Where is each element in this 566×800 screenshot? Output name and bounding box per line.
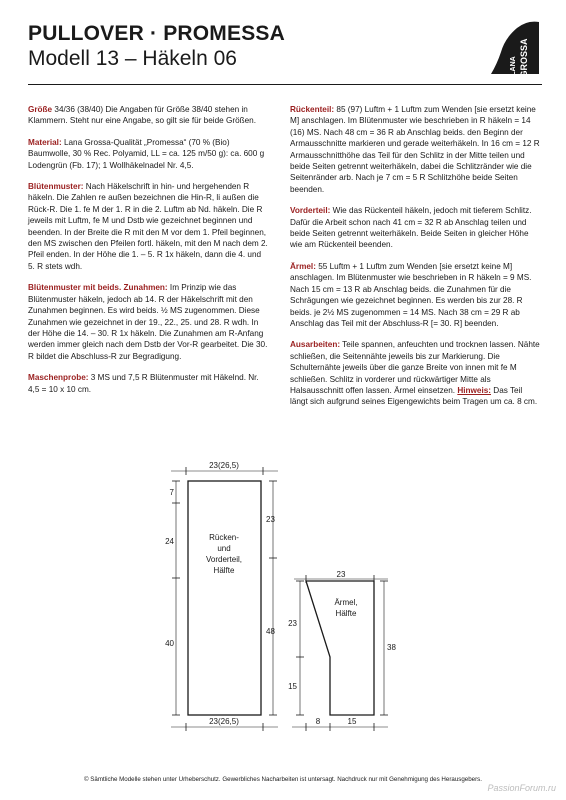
body-right-23: 23: [266, 515, 275, 524]
page-title: PULLOVER · PROMESSA: [28, 22, 285, 45]
sleeve-bottom-8: 8: [315, 717, 321, 726]
copyright-footer: © Sämtliche Modelle stehen unter Urheberschutz. Gewerbliches Nacharbeiten ist untersagt. Nachdruck nur mit Genehmigung des Herausgebers.: [83, 776, 482, 783]
logo-text-bottom: GROSSA: [519, 38, 529, 78]
watermark: PassionForum.ru: [487, 783, 556, 793]
sleeve-label-line-1: Ärmel,: [334, 598, 358, 607]
body-left-7: 7: [169, 488, 174, 497]
left-column: [28, 104, 270, 405]
lana-grossa-logo: [487, 18, 543, 78]
body-label-line-4: Hälfte: [213, 566, 235, 575]
body-label-line-3: Vorderteil,: [205, 555, 243, 564]
section-bluetenmuster-zunahmen: Blütenmuster mit beids. Zunahmen: Im Prinzip wie das Blütenmuster häkeln, jedoch ab 14. R der Häkelschrift mit den Zunahmen beginnen. Es wird beids. ½ MS zugenommen. Diese Zunahmen wie gezeichnet in der 19., 22., 25. und 28. R wdh. In der Höhe die 14. – 30. R 1x häkeln. Die Zunahmen am R-Anfang werden immer gleich nach dem Dstb der Vor-R gearbeitet. Die 30. R bildet die Abschluss-R zur Begradigung.: [28, 283, 268, 361]
sleeve-label-line-2: Hälfte: [335, 609, 357, 618]
logo-text-top: LANA: [510, 56, 517, 76]
right-column: [290, 104, 542, 418]
body-left-40: 40: [165, 639, 174, 648]
sleeve-left-23: 23: [288, 619, 297, 628]
body-label-line-2: und: [217, 544, 231, 553]
section-vorderteil: Vorderteil: Wie das Rückenteil häkeln, jedoch mit tieferem Schlitz. Dafür die Arbeit schon nach 41 cm = 32 R ab Anschlag teilen und beide Seiten getrennt weiterhäkeln. Beide Seiten in gleicher Höhe wie am Rückenteil beenden.: [290, 206, 532, 250]
schematic-diagrams: [0, 455, 566, 755]
sleeve-top-width: 23: [336, 570, 346, 579]
body-bottom-width: 23(26,5): [209, 717, 239, 726]
body-left-24: 24: [165, 537, 174, 546]
body-outline: [188, 481, 261, 715]
body-schematic: [171, 467, 278, 731]
section-groesse: Größe 34/36 (38/40) Die Angaben für Größe 38/40 stehen in Klammern. Steht nur eine Angabe, so gilt sie für beide Größen.: [28, 105, 257, 126]
body-right-48: 48: [266, 627, 275, 636]
section-aermel: Ärmel: 55 Luftm + 1 Luftm zum Wenden [sie ersetzt keine M] anschlagen. Im Blütenmuster wie beschrieben in R häkeln = 9 MS. Nach 15 cm = 13 R ab Anschlag beids. die Zunahmen für die Schrägungen wie gezeichnet beginnen. Es werden bis zur 28. R beids. je 2½ MS zugenommen = 14 MS. Nach 38 cm = 29 R ab Anschlag das Teil mit der Abschluss-R [= 30. R] beenden.: [290, 261, 532, 328]
header-rule: [28, 84, 542, 85]
sleeve-right-38: 38: [387, 643, 396, 652]
body-label-line-1: Rücken-: [209, 533, 239, 542]
page-subtitle: Modell 13 – Häkeln 06: [28, 47, 237, 70]
section-rueckenteil: Rückenteil: 85 (97) Luftm + 1 Luftm zum Wenden [sie ersetzt keine M] anschlagen. Im Blütenmuster wie beschrieben in R häkeln = 14 (16) MS. Nach 48 cm = 36 R ab Anschlag beids. den Beginn der Armausschnitte markieren und gerade weiterhäkeln. In 16 cm = 12 R Armausschnitthöhe das Teil für den Schlitz in der Mitte teilen und beide Seiten getrennt weiterhäkeln, dabei die Schlitzränder wie die Seitenränder arb. Nach je 7 cm = 5 R Schlitzhöhe beide Seiten beenden.: [290, 105, 540, 194]
sleeve-bottom-15: 15: [347, 717, 357, 726]
body-top-width: 23(26,5): [209, 461, 239, 470]
section-ausarbeiten: Ausarbeiten: Teile spannen, anfeuchten und trocknen lassen. Nähte schließen, die Seitennähte jeweils bis zur Markierung. Die Schulternähte jeweils über die ganze Breite von innen mit fe M schließen. Schlitz in vorderer und rückwärtiger Mitte als Halsausschnitt offen lassen. Ärmel einsetzen. Hinweis: Das Teil längt sich aufgrund seines Eigengewichts beim Tragen um ca. 8 cm.: [290, 340, 540, 407]
section-material: Material: Lana Grossa-Qualität „Promessa“ (70 % (Bio) Baumwolle, 30 % Rec. Polyamid, LL = ca. 125 m/50 g): ca. 600 g Lodengrün (Fb. 17); 1 Wollhäkelnadel Nr. 4,5.: [28, 137, 265, 170]
section-bluetenmuster: Blütenmuster: Nach Häkelschrift in hin- und hergehenden R häkeln. Die Zahlen re außen bezeichnen die Hin-R, li außen die Rück-R. Die 1. fe M der 1. R in die 2. Luftm ab Nd. häkeln. Die R jeweils mit Luftm, fe M und Dstb wie gezeichnet beginnen und beenden. In der Breite die R mit den M vor dem 1. Pfeil beginnen, den MS zwischen den Pfeilen fortl. häkeln, mit den M nach dem 2. Pfeil enden. In der Höhe die 1. – 5. R 1x häkeln, dann die 4. und 5. R stets wdh.: [28, 182, 268, 271]
section-maschenprobe: Maschenprobe: 3 MS und 7,5 R Blütenmuster mit Häkelnd. Nr. 4,5 = 10 x 10 cm.: [28, 373, 259, 394]
sleeve-left-15: 15: [288, 682, 297, 691]
